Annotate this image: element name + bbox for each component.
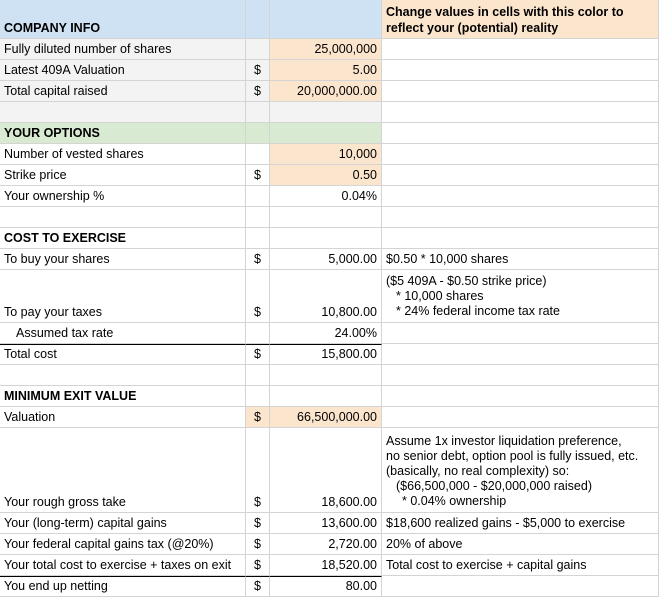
total-cost-cell[interactable]: 15,800.00 [270, 344, 382, 365]
cell[interactable] [0, 207, 246, 228]
vested-shares-input-cell[interactable]: 10,000 [270, 144, 382, 165]
cell[interactable] [270, 365, 382, 386]
row-label[interactable]: To pay your taxes [0, 270, 246, 323]
row-label[interactable]: Fully diluted number of shares [0, 39, 246, 60]
cell[interactable] [246, 365, 270, 386]
cell[interactable] [246, 228, 270, 249]
note-cell[interactable]: Total cost to exercise + capital gains [382, 555, 659, 576]
cell[interactable] [270, 228, 382, 249]
currency-cell[interactable]: $ [246, 60, 270, 81]
legend-note[interactable]: Change values in cells with this color to reflect your (potential) reality [382, 0, 659, 39]
table-row [0, 249, 659, 270]
currency-cell[interactable]: $ [246, 555, 270, 576]
table-row [0, 513, 659, 534]
note-line: Assume 1x investor liquidation preference, [386, 434, 622, 448]
cell[interactable] [382, 228, 659, 249]
note-line: ($5 409A - $0.50 strike price) [386, 274, 547, 288]
table-row [0, 534, 659, 555]
cost-to-exercise-header[interactable]: COST TO EXERCISE [0, 228, 246, 249]
minimum-exit-value-header[interactable]: MINIMUM EXIT VALUE [0, 386, 246, 407]
capital-raised-input-cell[interactable]: 20,000,000.00 [270, 81, 382, 102]
exit-valuation-input-cell[interactable]: 66,500,000.00 [270, 407, 382, 428]
row-label[interactable]: Latest 409A Valuation [0, 60, 246, 81]
federal-tax-cell[interactable]: 2,720.00 [270, 534, 382, 555]
table-row [0, 60, 659, 81]
row-label[interactable]: Your federal capital gains tax (@20%) [0, 534, 246, 555]
cell[interactable] [270, 0, 382, 39]
exit-header-row [0, 386, 659, 407]
row-label[interactable]: Assumed tax rate [0, 323, 246, 344]
currency-cell[interactable]: $ [246, 81, 270, 102]
options-header-row [0, 123, 659, 144]
cell[interactable] [246, 386, 270, 407]
cell[interactable] [382, 81, 659, 102]
cell[interactable] [246, 102, 270, 123]
cell[interactable] [246, 0, 270, 39]
cell[interactable] [382, 576, 659, 597]
spacer-row [0, 207, 659, 228]
cell[interactable] [270, 207, 382, 228]
currency-cell[interactable] [246, 186, 270, 207]
note-line: no senior debt, option pool is fully issued, etc. [386, 449, 639, 463]
row-label[interactable]: Valuation [0, 407, 246, 428]
note-cell[interactable]: $18,600 realized gains - $5,000 to exercise [382, 513, 659, 534]
cell[interactable] [246, 323, 270, 344]
currency-cell[interactable]: $ [246, 428, 270, 513]
row-label[interactable]: Your (long-term) capital gains [0, 513, 246, 534]
spacer-row [0, 365, 659, 386]
currency-cell[interactable]: $ [246, 344, 270, 365]
cell[interactable] [246, 207, 270, 228]
table-row [0, 428, 659, 513]
your-options-header[interactable]: YOUR OPTIONS [0, 123, 246, 144]
row-label[interactable]: Total capital raised [0, 81, 246, 102]
spacer-row [0, 102, 659, 123]
cell[interactable] [270, 386, 382, 407]
row-label[interactable]: Your ownership % [0, 186, 246, 207]
note-cell[interactable]: 20% of above [382, 534, 659, 555]
note-line: ($66,500,000 - $20,000,000 raised) [396, 479, 592, 493]
currency-cell[interactable]: $ [246, 576, 270, 597]
cell[interactable] [382, 386, 659, 407]
buy-shares-cell[interactable]: 5,000.00 [270, 249, 382, 270]
cell[interactable] [382, 39, 659, 60]
total-exit-cost-cell[interactable]: 18,520.00 [270, 555, 382, 576]
cell[interactable] [382, 207, 659, 228]
row-label[interactable]: Your total cost to exercise + taxes on exit [0, 555, 246, 576]
cell[interactable] [270, 102, 382, 123]
note-cell[interactable] [382, 428, 659, 513]
cell[interactable] [382, 144, 659, 165]
cell[interactable] [382, 102, 659, 123]
currency-cell[interactable]: $ [246, 534, 270, 555]
cell[interactable] [382, 365, 659, 386]
table-row [0, 39, 659, 60]
cell[interactable] [382, 323, 659, 344]
cell[interactable] [382, 344, 659, 365]
valuation-409a-input-cell[interactable]: 5.00 [270, 60, 382, 81]
cell[interactable] [382, 186, 659, 207]
note-line: * 10,000 shares [396, 289, 484, 303]
cell[interactable] [382, 165, 659, 186]
cell[interactable] [0, 102, 246, 123]
currency-cell[interactable]: $ [246, 407, 270, 428]
shares-input-cell[interactable]: 25,000,000 [270, 39, 382, 60]
currency-cell[interactable]: $ [246, 249, 270, 270]
pay-taxes-cell[interactable]: 10,800.00 [270, 270, 382, 323]
ownership-cell[interactable]: 0.04% [270, 186, 382, 207]
table-row [0, 165, 659, 186]
cell[interactable] [246, 123, 270, 144]
currency-cell[interactable] [246, 144, 270, 165]
row-label[interactable]: You end up netting [0, 576, 246, 597]
table-row [0, 576, 659, 597]
currency-cell[interactable]: $ [246, 165, 270, 186]
cost-header-row [0, 228, 659, 249]
table-row [0, 270, 659, 323]
note-cell[interactable]: $0.50 * 10,000 shares [382, 249, 659, 270]
capital-gains-cell[interactable]: 13,600.00 [270, 513, 382, 534]
currency-cell[interactable]: $ [246, 513, 270, 534]
row-label[interactable]: Total cost [0, 344, 246, 365]
cell[interactable] [382, 123, 659, 144]
note-cell[interactable] [382, 270, 659, 323]
table-row [0, 81, 659, 102]
company-info-header[interactable]: COMPANY INFO [0, 0, 246, 39]
net-cell[interactable]: 80.00 [270, 576, 382, 597]
company-header-row [0, 0, 659, 39]
cell[interactable] [382, 407, 659, 428]
table-row [0, 407, 659, 428]
gross-take-cell[interactable]: 18,600.00 [270, 428, 382, 513]
cell[interactable] [0, 365, 246, 386]
table-row [0, 144, 659, 165]
row-label[interactable]: Number of vested shares [0, 144, 246, 165]
note-line: * 0.04% ownership [402, 494, 507, 508]
table-row [0, 555, 659, 576]
row-label[interactable]: Your rough gross take [0, 428, 246, 513]
cell[interactable] [270, 123, 382, 144]
strike-price-input-cell[interactable]: 0.50 [270, 165, 382, 186]
note-line: (basically, no real complexity) so: [386, 464, 570, 478]
note-line: * 24% federal income tax rate [396, 304, 560, 318]
cell[interactable] [382, 60, 659, 81]
row-label[interactable]: To buy your shares [0, 249, 246, 270]
table-row [0, 323, 659, 344]
currency-cell[interactable]: $ [246, 270, 270, 323]
table-row [0, 186, 659, 207]
table-row [0, 344, 659, 365]
currency-cell[interactable] [246, 39, 270, 60]
tax-rate-cell[interactable]: 24.00% [270, 323, 382, 344]
row-label[interactable]: Strike price [0, 165, 246, 186]
